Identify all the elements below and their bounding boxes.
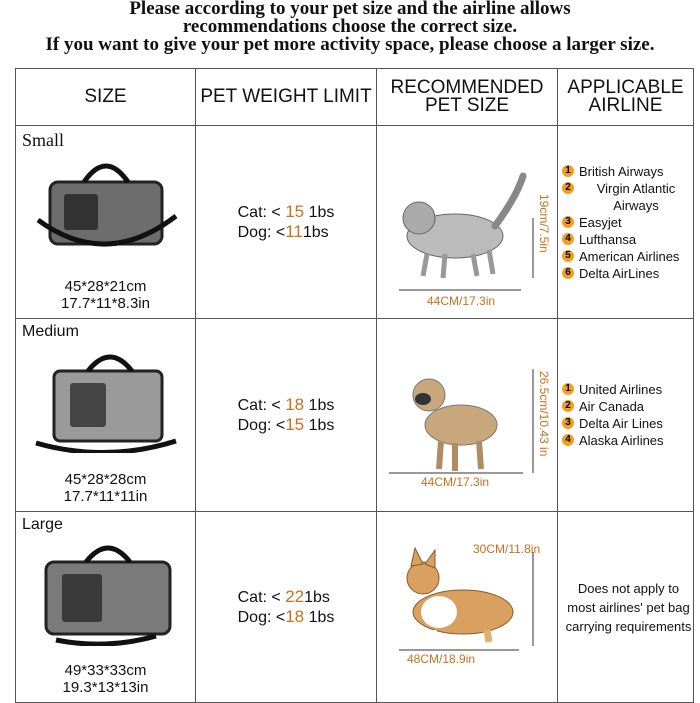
size-cell-large bbox=[16, 512, 196, 703]
corgi-image bbox=[377, 512, 557, 702]
airline-cell-medium bbox=[558, 319, 694, 512]
weight-cell-small: Cat: < 15 1bs Dog: <111bs bbox=[196, 126, 377, 319]
pet-length: 44CM/17.3in bbox=[421, 475, 490, 489]
size-dimensions: 45*28*21cm 17.7*11*8.3in bbox=[61, 278, 150, 312]
airline-item: 5 American Airlines bbox=[562, 248, 693, 265]
size-name: Medium bbox=[22, 323, 79, 340]
pet-length: 48CM/18.9in bbox=[407, 652, 476, 666]
airline-item: 4 Lufthansa bbox=[562, 231, 693, 248]
cat-image bbox=[377, 126, 557, 316]
pet-height: 30CM/11.8in bbox=[473, 542, 541, 556]
airline-item: 6 Delta AirLines bbox=[562, 265, 693, 282]
airline-item: 2 Air Canada bbox=[562, 398, 693, 415]
weight-cell-large: Cat: < 221bs Dog: <18 1bs bbox=[196, 512, 377, 703]
size-cell-medium bbox=[16, 319, 196, 512]
airline-item: 3 Easyjet bbox=[562, 214, 693, 231]
intro-line-2: recommendations choose the correct size. bbox=[182, 16, 518, 37]
pet-height: 26.5cm/10.43 in bbox=[537, 371, 551, 457]
airline-item: 4 Alaska Airlines bbox=[562, 432, 693, 449]
pet-cell-small bbox=[377, 126, 558, 319]
pet-carrier-small-image bbox=[26, 150, 186, 260]
pet-length: 44CM/17.3in bbox=[427, 294, 496, 308]
header-recommended: RECOMMENDED PET SIZE bbox=[377, 69, 558, 126]
airline-item: 1 British Airways bbox=[562, 163, 693, 180]
intro-line-1: Please according to your pet size and the airline allows bbox=[129, 0, 571, 19]
row-large bbox=[16, 512, 694, 703]
pet-cell-large bbox=[377, 512, 558, 703]
size-dimensions: 49*33*33cm 19.3*13*13in bbox=[62, 662, 149, 696]
airline-item: 3 Delta Air Lines bbox=[562, 415, 693, 432]
airline-item: 1 United Airlines bbox=[562, 381, 693, 398]
size-table bbox=[15, 68, 694, 703]
row-medium bbox=[16, 319, 694, 512]
pet-height: 19cm/7.5in bbox=[537, 194, 551, 253]
header-size: SIZE bbox=[16, 69, 196, 126]
pet-carrier-medium-image bbox=[26, 343, 186, 453]
airline-item: 2 Virgin Atlantic Airways bbox=[562, 180, 693, 214]
header-row bbox=[16, 69, 694, 126]
size-dimensions: 45*28*28cm 17.7*11*11in bbox=[63, 471, 148, 505]
header-weight: PET WEIGHT LIMIT bbox=[196, 69, 377, 126]
intro-text bbox=[0, 0, 700, 54]
pet-carrier-large-image bbox=[26, 536, 186, 646]
header-airline: APPLICABLE AIRLINE bbox=[558, 69, 694, 126]
row-small bbox=[16, 126, 694, 319]
size-name: Small bbox=[22, 130, 65, 150]
size-cell-small bbox=[16, 126, 196, 319]
airline-cell-large: Does not apply to most airlines' pet bag carrying requirements bbox=[558, 512, 694, 703]
pet-cell-medium bbox=[377, 319, 558, 512]
intro-line-3: If you want to give your pet more activity space, please choose a larger size. bbox=[45, 34, 655, 55]
airline-cell-small bbox=[558, 126, 694, 319]
weight-cell-medium: Cat: < 18 1bs Dog: <15 1bs bbox=[196, 319, 377, 512]
size-name: Large bbox=[22, 516, 63, 533]
